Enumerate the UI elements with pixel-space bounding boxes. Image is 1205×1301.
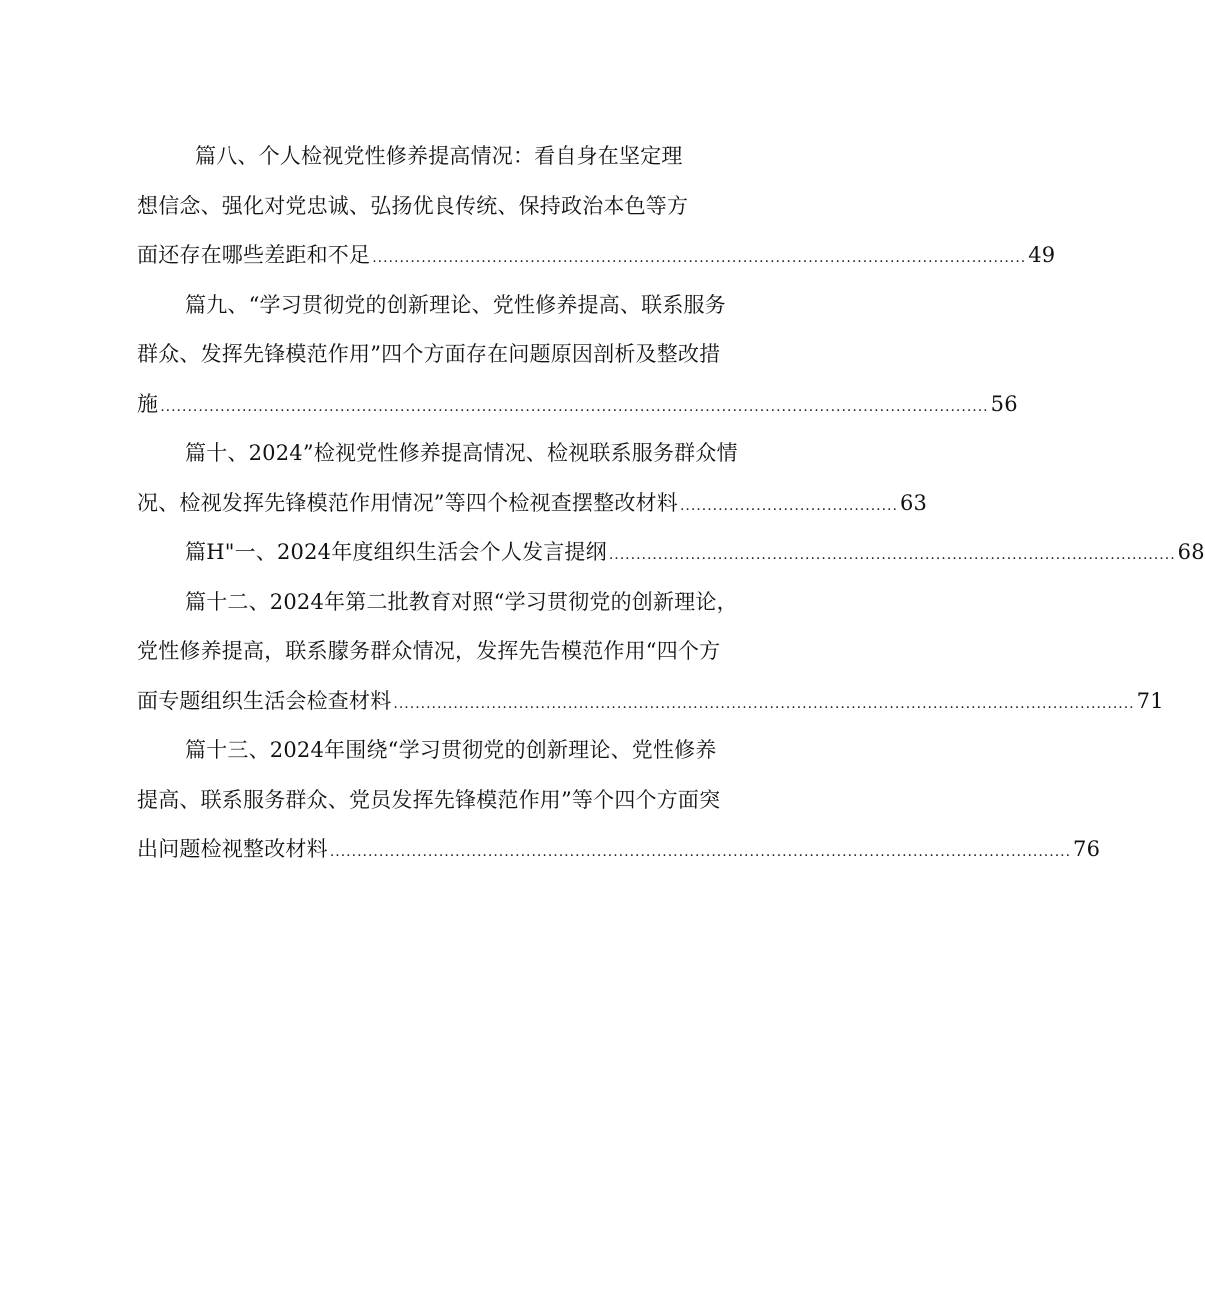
toc-entry-line: 施: [137, 391, 159, 416]
page-number: 68: [1177, 540, 1205, 564]
page-number: 49: [1028, 243, 1056, 267]
toc-entry-line: 面专题组织生活会检查材料: [137, 688, 392, 713]
toc-entry-8[interactable]: [137, 132, 1056, 281]
dot-leader: ........................................................................................................................................: [329, 844, 1072, 860]
toc-entry-10[interactable]: [137, 429, 928, 528]
toc-entry-line: 篇九、“学习贯彻党的创新理论、党性修养提高、联系服务: [185, 292, 726, 317]
toc-entry-line: 篇十、2024”检视党性修养提高情况、检视联系服务群众情: [185, 441, 738, 465]
toc-entry-9[interactable]: [137, 281, 1018, 430]
toc-entry-13[interactable]: [137, 726, 1101, 875]
toc-entry-line: 篇十三、2024年围绕“学习贯彻党的创新理论、党性修养: [185, 738, 717, 762]
dot-leader: ........................................................................................................: [608, 547, 1176, 563]
toc-entry-line: 出问题检视整改材料: [137, 837, 328, 861]
dot-leader: ........................................................................................................................................................: [160, 398, 989, 415]
toc-entry-last-line: [137, 380, 1018, 430]
toc-entry-last-line: [137, 528, 1205, 578]
toc-entry-last-line: [137, 825, 1101, 875]
page-number: 63: [899, 490, 928, 515]
dot-leader: ........................................................................................................................................: [393, 695, 1135, 712]
toc-entry-line: 面还存在哪些差距和不足: [137, 243, 371, 267]
toc-entry-line: 提高、联系服务群众、党员发挥先锋模范作用”等个四个方面突: [137, 787, 721, 812]
dot-leader: ........................................................................................................................: [372, 250, 1027, 266]
toc-entry-line: 篇十二、2024年第二批教育对照“学习贯彻党的创新理论，: [185, 589, 738, 614]
page-number: 76: [1073, 837, 1101, 861]
toc-entry-last-line: [137, 479, 928, 529]
toc-entry-line: 想信念、强化对党忠诚、弘扬优良传统、保持政治本色等方: [137, 193, 689, 218]
toc-entry-11[interactable]: [137, 528, 1205, 578]
toc-entry-last-line: [137, 231, 1056, 281]
table-of-contents: [137, 132, 1205, 875]
toc-entry-line: 篇H"一、2024年度组织生活会个人发言提纲: [185, 540, 607, 564]
toc-entry-last-line: [137, 677, 1164, 727]
page-number: 56: [990, 391, 1018, 416]
toc-entry-12[interactable]: [137, 578, 1164, 727]
toc-entry-line: 况、检视发挥先锋模范作用情况”等四个检视查摆整改材料: [137, 490, 678, 515]
toc-entry-line: 篇八、个人检视党性修养提高情况：看自身在坚定理: [195, 144, 683, 168]
page-number: 71: [1136, 688, 1164, 713]
toc-entry-line: 党性修养提高，联系朦务群众情况，发挥先告模范作用“四个方: [137, 639, 721, 663]
toc-entry-line: 群众、发挥先锋模范作用”四个方面存在问题原因剖析及整改措: [137, 342, 721, 366]
dot-leader: ........................................: [679, 497, 898, 514]
